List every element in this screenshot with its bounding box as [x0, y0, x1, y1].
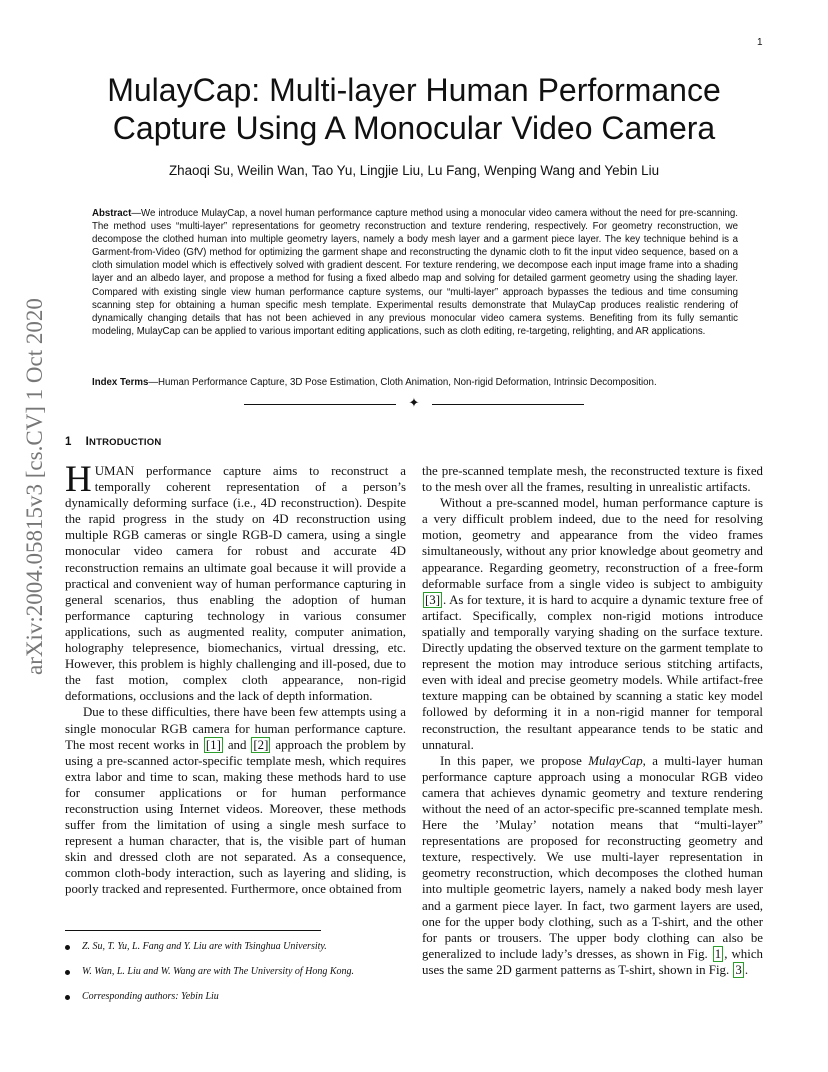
abstract-text: —We introduce MulayCap, a novel human performance capture method using a monocular video camera without the need for pre-scanning. The method uses “multi-layer” representations for geometry reconstruction and texture rendering, respectively. For geometry reconstruction, we decompose the clothed human into multiple geometry layers, namely a body mesh layer and a garment piece layer. The key technique behind is a Garment-from-Video (GfV) method for optimizing the garment shape and reconstructing the dynamic cloth to fit the input video sequence, based on a cloth simulation model which is effectively solved with gradient descent. For texture rendering, we decompose each input image frame into a shading layer and an albedo layer, and propose a method for fusing a fixed albedo map and solving for detailed garment geometry using the shading layer. Compared with existing single view human performance capture systems, our “multi-layer” approach bypasses the tedious and time consuming scanning step for obtaining a human specific mesh template. Experimental results demonstrate that MulayCap produces realistic rendering of dynamically changing details that has not been achieved in any previous monocular video camera systems. Benefiting from its fully semantic modeling, MulayCap can be applied to various important editing applications, such as cloth editing, re-targeting, relighting, and AR applications. [92, 208, 738, 337]
title-line-2: Capture Using A Monocular Video Camera [112, 110, 716, 146]
figure-link[interactable]: 3 [735, 962, 742, 977]
divider-star-icon: ✦ [408, 396, 420, 411]
section-number: 1 [65, 436, 72, 448]
left-column [65, 459, 407, 898]
section-first-letter: I [85, 436, 90, 448]
paragraph-text: performance capture aims to reconstruct a temporally coherent representation of a person’s dynamically deforming surface (i.e., 4D reconstruction). Despite the rapid progress in the study on 4D reconstruction using multiple RGB cameras or single RGB-D camera, using a single monocular video camera for robust and accurate 4D reconstruction remains an ultimate goal because it will provide a practical and convenient way of human performance capturing in general scenarios, thus enabling the adoption of human performance capturing technology in various consumer applications, such as augmented reality, computer animation, holography telepresence, biomechanics, virtual dressing, etc. However, this problem is highly challenging and ill-posed, due to the fast motion, complex cloth appearance, non-rigid deformations, occlusions and the lack of depth information. [65, 464, 406, 704]
paragraph-text: . [744, 962, 749, 977]
abstract-label: Abstract [92, 208, 132, 219]
paragraph-text: and [223, 737, 251, 752]
citation-link[interactable]: [3] [425, 592, 441, 607]
section-divider [244, 398, 584, 412]
divider-line-right [432, 404, 584, 405]
footnote-text: Corresponding authors: Yebin Liu [82, 991, 219, 1002]
divider-line-left [244, 404, 396, 405]
paragraph [422, 495, 763, 753]
index-terms-text: —Human Performance Capture, 3D Pose Estimation, Cloth Animation, Non-rigid Deformation, Intrinsic Decomposition. [148, 377, 657, 388]
footnote-text: W. Wan, L. Liu and W. Wang are with The University of Hong Kong. [82, 966, 355, 977]
paper-title [60, 71, 768, 147]
footnote-item [65, 965, 405, 990]
citation-link[interactable]: [2] [253, 737, 269, 752]
arxiv-identifier: arXiv:2004.05815v3 [cs.CV] 1 Oct 2020 [22, 298, 47, 675]
paragraph-text: . As for texture, it is hard to acquire a dynamic texture free of artifact. Specifically, complex non-rigid motions introduce spatially and temporally varying shading on the surface texture. Directly updating the observed texture on the garment template to represent the motion may introduce serious stitching artifacts, even with ideal and precise geometry models. While artifact-free texture mapping can be obtained by scanning a static key model followed by deforming it in a non-rigid manner for temporal reconstruction, the resultant appearance tends to be static and unnatural. [422, 592, 763, 752]
footnote-item [65, 990, 405, 1015]
figure-link[interactable]: 1 [714, 946, 722, 961]
footnote-text: Z. Su, T. Yu, L. Fang and Y. Liu are with Tsinghua University. [82, 941, 327, 952]
section-title-rest: NTRODUCTION [89, 437, 162, 448]
paragraph-text: In this paper, we propose [440, 753, 589, 768]
abstract [92, 207, 738, 338]
paragraph-text: , a multi-layer human performance capture approach using a monocular RGB video camera that achieves dynamic geometry and texture rendering without the need of an actor-specific pre-scanned template mesh. Here the ’Mulay’ notation means that “multi-layer” representations are proposed for reconstructing geometry and texture, respectively. We use multi-layer representation in geometry reconstruction, which decomposes the clothed human into multiple geometric layers, namely a naked body mesh layer and a garment piece layer. In fact, two garment layers are used, one for the upper body clothing, such as a T-shirt, and the other for pants or trousers. The upper body clothing can also be generalized to include lady’s dresses, as shown in Fig. [422, 753, 763, 961]
paragraph-text: approach the problem by using a pre-scanned actor-specific template mesh, which requires extra labor and time to scan, making these methods hard to use for consumer applications or for human performance reconstruction using Internet videos. Moreover, these methods suffer from the limitation of using a single mesh surface to represent a human character, that is, the visible part of human skin and dressed cloth are not separated. As a consequence, common cloth-body interaction, such as layering and sliding, is poorly tracked and represented. Furthermore, once obtained from [65, 737, 407, 897]
bullet-icon [65, 970, 70, 975]
bullet-icon [65, 945, 70, 950]
section-heading-introduction [65, 436, 161, 448]
drop-cap: H [65, 459, 92, 500]
paragraph-text: , which uses the same 2D garment patterns as T-shirt, shown in Fig. [422, 946, 763, 977]
footnote-rule [65, 930, 321, 931]
paragraph [65, 704, 406, 897]
small-caps-lead: UMAN [94, 464, 135, 478]
title-line-1: MulayCap: Multi-layer Human Performance [107, 72, 721, 108]
paragraph: the pre-scanned template mesh, the reconstructed texture is fixed to the mesh over all the frames, resulting in unrealistic artifacts. [422, 464, 763, 495]
citation-link[interactable]: [1] [205, 737, 221, 752]
author-list: Zhaoqi Su, Weilin Wan, Tao Yu, Lingjie Liu, Lu Fang, Wenping Wang and Yebin Liu [168, 163, 660, 178]
paragraph [65, 459, 406, 704]
footnote-list [65, 940, 405, 1015]
paragraph [422, 753, 763, 978]
footnote-item [65, 940, 405, 965]
method-name: MulayCap [588, 753, 643, 768]
paragraph-text: Without a pre-scanned model, human performance capture is a very difficult problem indeed, due to the need for resolving motion, geometry and appearance from the video frames simultaneously, without any prior knowledge about geometry and appearance. Regarding geometry, reconstruction of a free-form deformable surface from a single video is subject to ambiguity [422, 496, 763, 591]
bullet-icon [65, 995, 70, 1000]
index-terms [92, 376, 738, 389]
page-number: 1 [757, 37, 763, 48]
right-column [422, 463, 763, 978]
paragraph-text: Due to these difficulties, there have been few attempts using a single monocular RGB camera for human performance capture. The most recent works in [65, 705, 406, 752]
index-terms-label: Index Terms [92, 377, 149, 388]
